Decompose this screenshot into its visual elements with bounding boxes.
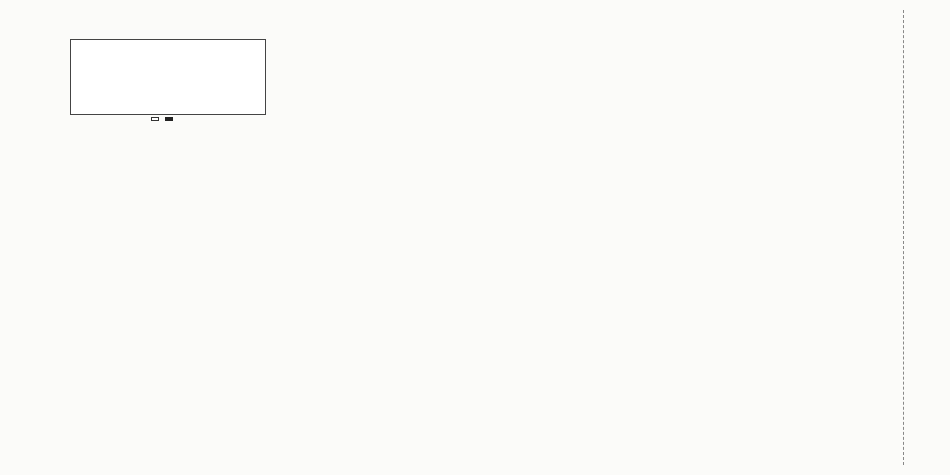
q17-material-2-label bbox=[18, 129, 306, 137]
page-5-column bbox=[328, 36, 616, 446]
trade-fdi-chart bbox=[70, 39, 266, 115]
chart-legend bbox=[18, 117, 306, 125]
q19-material-1-label bbox=[616, 38, 906, 46]
page-6-column bbox=[616, 36, 906, 446]
binding-line bbox=[903, 10, 904, 465]
binding-margin-pattern bbox=[906, 8, 946, 468]
legend-fdi-swatch bbox=[165, 117, 173, 121]
page-4-column bbox=[18, 36, 306, 446]
chart-svg bbox=[71, 40, 267, 116]
legend-t-swatch bbox=[151, 117, 159, 121]
